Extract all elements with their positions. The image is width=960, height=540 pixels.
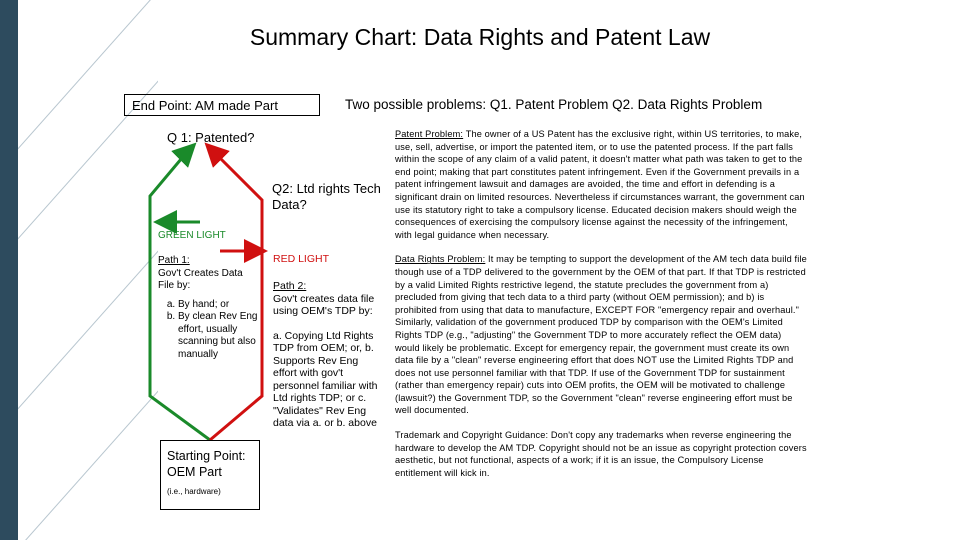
end-point-box: End Point: AM made Part	[124, 94, 320, 116]
data-rights-heading: Data Rights Problem:	[395, 254, 486, 265]
patent-heading: Patent Problem:	[395, 129, 464, 139]
patent-text: The owner of a US Patent has the exclusive right, within US territories, to make, use, sell, advertise, or import the patented item, or to use the patented process. If the part falls within the scope of any claim of a valid patent, it doesn't matter what path was taken to get to the end point; making that part constitutes patent infringement. Even if the Government prevails in a patent infringement lawsuit and damages are avoided, the time and effort in defending is a significant drain on limited resources. Nevertheless if circumstances warrant, the government can use its statutory right to take a compulsory license. Educated decision makers should weigh the consequences of exercising the compulsory license against the necessity of the infringement, with legal guidance when necessary.	[395, 129, 805, 240]
path-1-text: Gov't Creates Data File by:	[158, 267, 243, 291]
page-title: Summary Chart: Data Rights and Patent Law	[249, 24, 711, 50]
data-rights-paragraph	[395, 253, 807, 417]
data-rights-text: It may be tempting to support the development of the AM tech data build file though use of a TDP delivered to the government by the OEM of that part. If that TDP is restricted by a valid Limited Rights restrictive legend, the statute precludes the government from a) precluded from giving that tech data to a third party (without OEM permission); and b) is prohibited from using that data to manufacture, EXCEPT FOR "emergency repair and overhaul." Similarly, validation of the government produced TDP by comparison with the OEM's Limited Rights TDP (e.g., "adjusting" the Government TDP to more accurately reflect the OEM data) would likely be problematic. Except for emergency repair, the government must create its own data file by a "clean" reverse engineering effort that does NOT use the Limited Rights TDP and does not use personnel familiar with that TDP. If use of the Government TDP for sustainment (rather than emergency repair) cuts into OEM profits, the OEM will be motivated to challenge (lawsuit?) the Government TDP, so the Government "clean" reverse engineering effort must be well documented.	[395, 254, 807, 416]
path-1-block	[158, 255, 258, 361]
patent-paragraph	[395, 128, 807, 241]
path-1-heading: Path 1:	[158, 255, 190, 266]
green-arrow-head	[187, 151, 188, 152]
question-1: Q 1: Patented?	[167, 130, 255, 145]
starting-point-note: (i.e., hardware)	[167, 487, 221, 496]
red-arrow-head	[213, 151, 214, 152]
trademark-paragraph: Trademark and Copyright Guidance: Don't copy any trademarks when reverse engineering the hardware to develop the AM TDP. Copyright should not be an issue as copyright protection covers aesthetic, but not functional, aspects of a work; if it is an issue, the Compulsory License entitlement will kick in.	[395, 430, 807, 478]
path-2-heading: Path 2:	[273, 280, 307, 292]
path-1-item-a: a. By hand; or	[178, 299, 258, 312]
green-light-label: GREEN LIGHT	[158, 230, 226, 241]
red-light-label: RED LIGHT	[273, 253, 330, 265]
path-1-item-b: b. By clean Rev Eng effort, usually scanning but also manually	[178, 311, 258, 361]
starting-point-label: Starting Point: OEM Part	[167, 449, 246, 479]
problems-header: Two possible problems: Q1. Patent Problem Q2. Data Rights Problem	[345, 97, 763, 112]
explanation-column	[395, 128, 807, 491]
path-2-block	[273, 280, 379, 430]
question-2: Q2: Ltd rights Tech Data?	[272, 181, 381, 212]
path-2-text: Gov't creates data file using OEM's TDP by:	[273, 292, 375, 317]
path-2-options: a. Copying Ltd Rights TDP from OEM; or, b. Supports Rev Eng effort with gov't personnel familiar with Ltd rights TDP; or c. "Validates" Rev Eng data via a. or b. above	[273, 329, 378, 429]
starting-point-box	[160, 440, 260, 510]
